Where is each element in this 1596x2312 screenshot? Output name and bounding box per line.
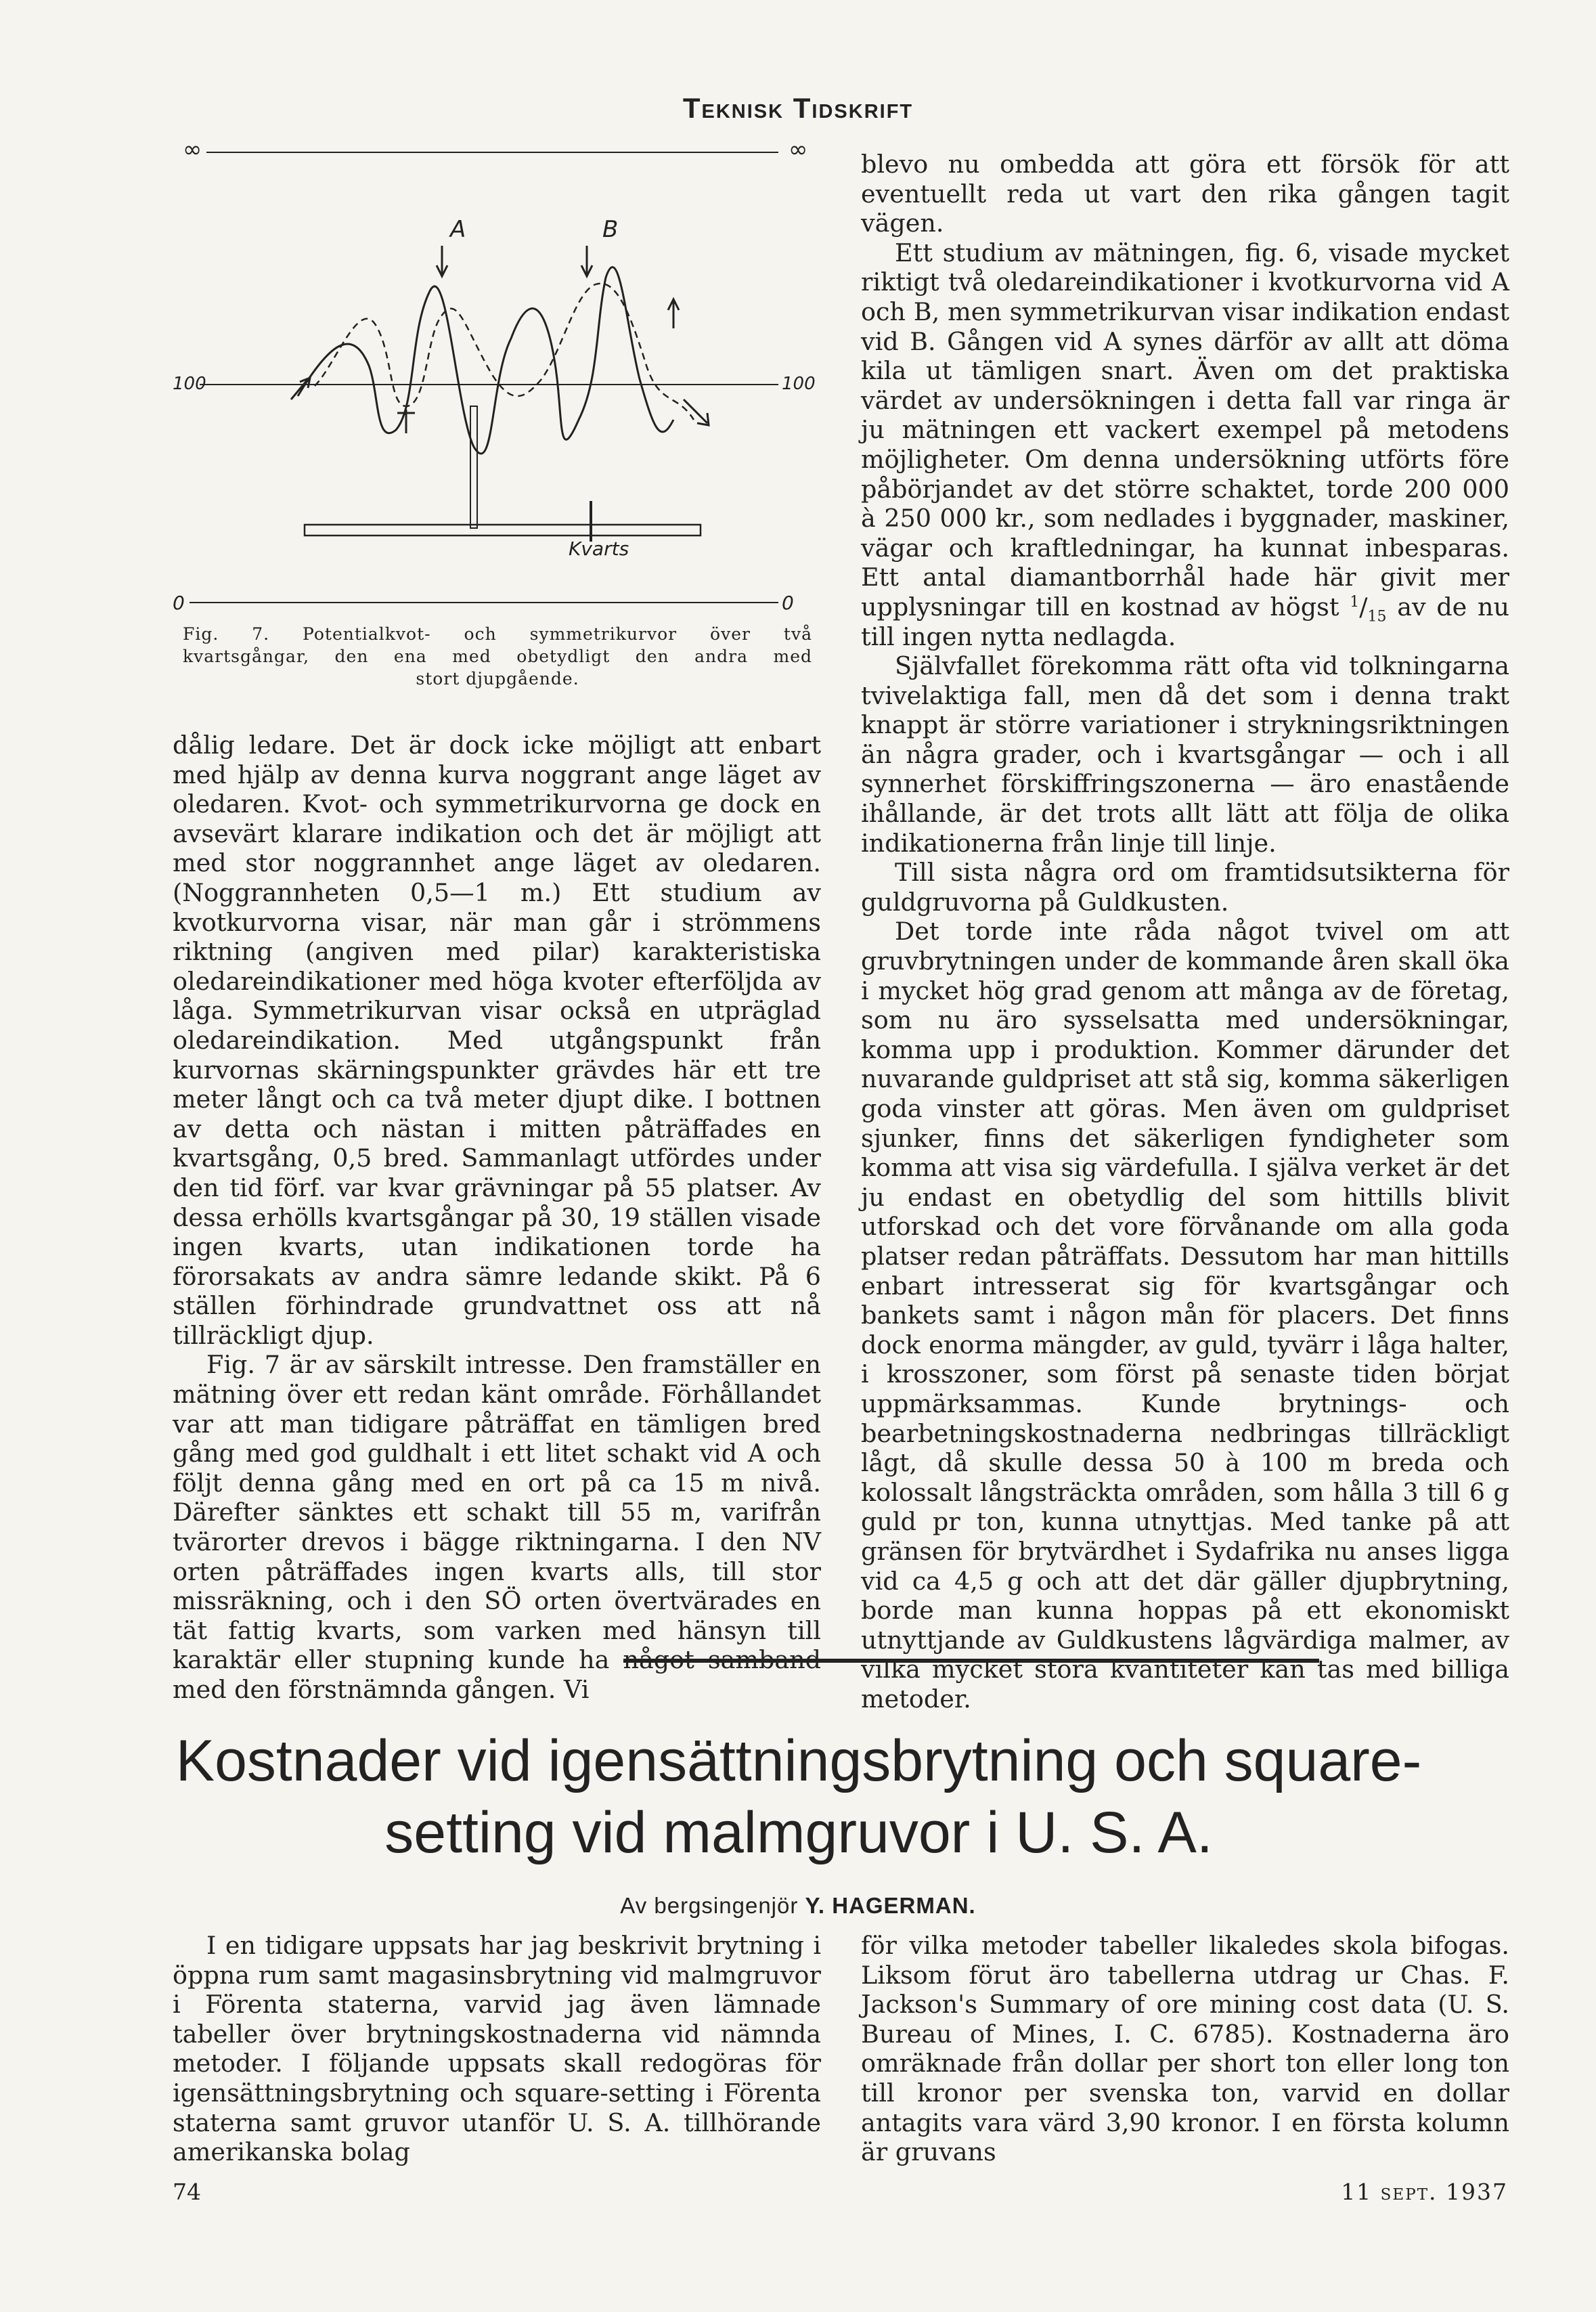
figure-label-left-100: 100 [173,374,206,394]
running-head: Teknisk Tidskrift [682,92,914,124]
paragraph: Ett studium av mätningen, fig. 6, visade mycket riktigt två oledareindikationer i kvotkurvorna vid A och B, men symmetrikurvan visar indikation endast vid B. Gången vid A synes därför av allt att döma kila ut tämligen snart. Även om det praktiska värdet av undersökningen i detta fall var ringa är ju mätningen ett vackert exempel på metodens möjligheter. Om denna undersökning utförts före påbörjandet av det större schaktet, torde 200 000 à 250 000 kr., som nedlades i byggnader, maskiner, vägar och kraftledningar, ha kunnat inbesparas. Ett antal diamantborrhål hade här givit mer upplysningar till en kostnad av högst $^1/_{15}$ av de nu till ingen nytta nedlagda. [861,238,1509,651]
paragraph: Fig. 7 är av särskilt intresse. Den framställer en mätning över ett redan känt område. Förhållandet var att man tidigare påträffat en tämligen bred gång med god guldhalt i ett litet schakt vid A och följt denna gång med en ort på ca 15 m nivå. Därefter sänktes ett schakt till 55 m, varifrån tvärorter drevos i bägge riktningarna. I den NV orten påträffades ingen kvarts alls, till stor missräkning, och i den SÖ orten övertvärades en tät fattig kvarts, som varken med hänsyn till karaktär eller stupning kunde ha något samband med den förstnämnda gången. Vi [173,1350,821,1704]
paragraph: Till sista några ord om framtidsutsikterna för guldgruvorna på Guldkusten. [861,858,1509,917]
paragraph: för vilka metoder tabeller likaledes skola bifogas. Liksom förut äro tabellerna utdrag ur Chas. F. Jackson's Summary of ore mining cost data (U. S. Bureau of Mines, I. C. 6785). Kostnaderna äro omräknade från dollar per short ton eller long ton till kronor per svenska ton, varvid en dollar antagits vara värd 3,90 kronor. I en första kolumn är gruvans [861,1931,1509,2167]
byline-author: Y. HAGERMAN. [805,1893,976,1918]
figure-label-kvarts: Kvarts [569,538,629,560]
figure-caption-line-2: kvartsgångar, den ena med obetydligt den andra med [183,647,812,666]
article-title-line-1: Kostnader vid igensättningsbrytning och square- [175,1728,1422,1793]
figure-caption-line-3: stort djupgående. [416,669,579,689]
right-column-top [861,150,1509,1714]
article-right-column [861,1931,1509,2167]
issue-date: 11 sept. 1937 [1341,2179,1508,2205]
paragraph: blevo nu ombedda att göra ett försök för att eventuellt reda ut vart den rika gången tagit vägen. [861,150,1509,238]
article-left-column [173,1931,821,2167]
arrow-b [581,246,592,276]
drift [305,525,701,536]
arrow-a [437,246,447,276]
figure-label-right-100: 100 [782,374,816,394]
figure-label-a: A [450,216,466,243]
figure-label-b: B [602,216,619,243]
figure-caption [183,623,812,690]
figure-label-top-right: ∞ [789,136,808,163]
symmetry-curve [315,284,694,420]
figure-label-right-0: 0 [782,592,794,614]
figure-caption-line-1: Fig. 7. Potentialkvot- och symmetrikurvor över två [183,624,812,644]
paragraph-text: av de nu till ingen nytta nedlagda. [861,592,1509,651]
paragraph: dålig ledare. Det är dock icke möjligt att enbart med hjälp av denna kurva noggrant ange läget av oledaren. Kvot- och symmetrikurvorna ge dock en avsevärt klarare indikation och det är möjligt att med stor noggrannhet ange läget av oledaren. (Noggrannheten 0,5—1 m.) Ett studium av kvotkurvorna visar, när man går i strömmens riktning (angiven med pilar) karakteristiska oledareindikationer med höga kvoter efterföljda av låga. Symmetrikurvan visar också en utpräglad oledareindikation. Med utgångspunkt från kurvornas skärningspunkter grävdes här ett tre meter långt och ca två meter djupt dike. I bottnen av detta och nästan i mitten påträffades en kvartsgång, 0,5 bred. Sammanlagt utfördes under den tid förf. var kvar grävningar på 55 platser. Av dessa erhölls kvartsgångar på 30, 19 ställen visade ingen kvarts, utan indikationen torde ha förorsakats av andra sämre ledande skikt. På 6 ställen förhindrade grundvattnet oss att nå tillräckligt djup. [173,730,821,1350]
figure-label-left-0: 0 [173,592,185,614]
paragraph: I en tidigare uppsats har jag beskrivit brytning i öppna rum samt magasinsbrytning vid malmgruvor i Förenta staterna, varvid jag även lämnade tabeller över brytningskostnaderna vid nämnda metoder. I följande uppsats skall redogöras för igensättningsbrytning och square-setting i Förenta staterna samt gruvor utanför U. S. A. tillhörande amerikanska bolag [173,1931,821,2167]
fraction-numerator: 1 [1350,593,1360,611]
paragraph-text: Ett studium av mätningen, fig. 6, visade mycket riktigt två oledareindikationer i kvotkurvorna vid A och B, men symmetrikurvan visar indikation endast vid B. Gången vid A synes därför av allt att döma kila ut tämligen snart. Även om det praktiska värdet av undersökningen i detta fall var ringa är ju mätningen ett vackert exempel på metodens möjligheter. Om denna undersökning utförts före påbörjandet av det större schaktet, torde 200 000 à 250 000 kr., som nedlades i byggnader, maskiner, vägar och kraftledningar, ha kunnat inbesparas. Ett antal diamantborrhål hade här givit mer upplysningar till en kostnad av högst [861,238,1509,621]
article-title-line-2: setting vid malmgruvor i U. S. A. [384,1800,1213,1865]
article-title [135,1725,1462,1869]
paragraph: Det torde inte råda något tvivel om att gruvbrytningen under de kommande åren skall öka i mycket hög grad genom att många av de företag, som nu äro sysselsatta med undersökningar, komma upp i produktion. Kommer därunder det nuvarande guldpriset att stå sig, komma säkerligen goda vinster att göras. Men även om guldpriset sjunker, finns det säkerligen fyndigheter som komma att visa sig värdefulla. I själva verket är det ju endast en obetydlig del som hittills blivit utforskad och det vore förvånande om alla goda platser redan påträffats. Dessutom har man hittills enbart intresserat sig för kvartsgångar och bankets samt i någon mån för placers. Det finns dock enorma mängder, av guld, tyvärr i låga halter, i krosszoner, som först på senaste tiden börjat uppmärksammas. Kunde brytnings- och bearbetningskostnaderna nedbringas tillräckligt lågt, då skulle dessa 50 à 100 m breda och kolossalt långsträckta områden, som hålla 3 till 6 g guld pr ton, kunna utnyttjas. Med tanke på att gränsen för brytvärdhet i Sydafrika nu anses ligga vid ca 4,5 g och att det där gäller djupbrytning, borde man kunna hoppas på ett ekonomiskt utnyttjande av Guldkustens lågvärdiga malmer, av vilka mycket stora kvantiteter kan tas med billiga metoder. [861,917,1509,1714]
page-number: 74 [173,2179,201,2205]
byline-prefix: Av bergsingenjör [620,1893,805,1918]
arrow-bottom-right [684,399,709,425]
arrow-left [291,378,310,399]
paragraph: Självfallet förekomma rätt ofta vid tolkningarna tvivelaktiga fall, men då det som i denna trakt knappt är större variationer i strykningsriktningen än några grader, och i kvartsgångar — och i all synnerhet förskiffringszonerna — äro enastående ihållande, är det trots allt lätt att följa de olika indikationerna från linje till linje. [861,651,1509,858]
left-column-top [173,730,821,1705]
arrow-right [668,299,679,328]
shaft [470,406,477,528]
byline [0,1893,1596,1919]
figure-label-top-left: ∞ [183,136,202,163]
fraction-denominator: 15 [1367,608,1387,626]
section-divider [623,1659,1319,1663]
